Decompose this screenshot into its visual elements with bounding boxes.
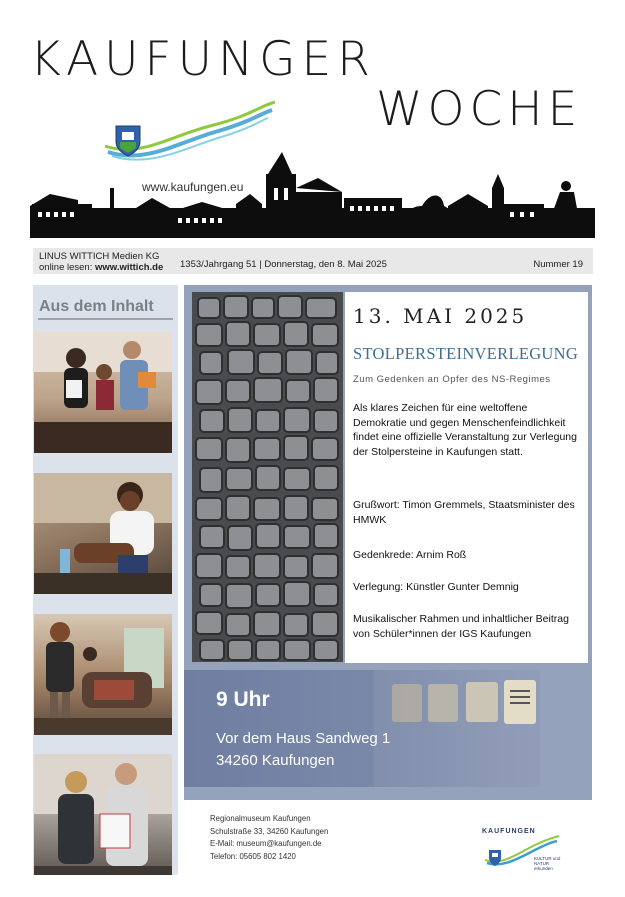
- event-subheadline: Zum Gedenken an Opfer des NS-Regimes: [353, 374, 551, 385]
- sidebar-photo-family[interactable]: [34, 332, 172, 453]
- stolpersteine-photo: [374, 670, 540, 787]
- event-grusswort: Grußwort: Timon Gremmels, Staatsminister des HMWK: [353, 499, 575, 526]
- contact-block: [210, 813, 328, 863]
- event-time: 9 Uhr: [216, 688, 270, 711]
- website-url: www.kaufungen.eu: [142, 180, 244, 194]
- event-gedenkrede: Gedenkrede: Arnim Roß: [353, 549, 467, 561]
- contact-email[interactable]: E-Mail: museum@kaufungen.de: [210, 839, 322, 848]
- contents-sidebar: [33, 285, 178, 875]
- masthead-title-line2: WOCHE: [376, 82, 583, 137]
- event-location: [216, 728, 390, 772]
- award-photo-illustration: [34, 754, 172, 875]
- event-poster: [184, 285, 592, 876]
- contact-street: Schulstraße 33, 34260 Kaufungen: [210, 826, 329, 836]
- event-intro-text: Als klares Zeichen für eine weltoffene Demokratie und gegen Menschenfeindlichkeit findet eine offizielle Veranstaltung zur Verlegung der Stolpersteine in Kaufungen statt.: [353, 402, 577, 458]
- cobblestone-photo: [192, 292, 343, 662]
- event-music-text: Musikalischer Rahmen und inhaltlicher Beitrag von Schüler*innen der IGS Kaufungen: [353, 613, 569, 640]
- event-date: 13. MAI 2025: [353, 304, 528, 328]
- event-headline: STOLPERSTEINVERLEGUNG: [353, 344, 579, 363]
- event-location-street: Vor dem Haus Sandweg 1: [216, 730, 391, 747]
- kaufungen-logo-name: KAUFUNGEN: [482, 828, 536, 835]
- online-url[interactable]: www.wittich.de: [95, 262, 164, 273]
- town-skyline-illustration: [30, 148, 595, 244]
- sidebar-photo-award[interactable]: [34, 754, 172, 875]
- child-photo-illustration: [34, 473, 172, 594]
- issue-details: 1353/Jahrgang 51 | Donnerstag, den 8. Mai 2025: [180, 259, 387, 270]
- event-info-box: [345, 292, 588, 663]
- masthead-title-line1: KAUFUNGER: [30, 32, 376, 87]
- event-location-city: 34260 Kaufungen: [216, 752, 335, 769]
- contact-footer: [184, 800, 592, 876]
- publisher-name: LINUS WITTICH Medien KG: [39, 251, 160, 262]
- sidebar-divider: [38, 318, 173, 320]
- contact-org: Regionalmuseum Kaufungen: [210, 814, 311, 823]
- sidebar-photo-reading[interactable]: [34, 614, 172, 735]
- issue-info-bar: [33, 248, 593, 274]
- online-label: online lesen:: [39, 262, 93, 273]
- kaufungen-logo-tagline: KULTUR und NATUR erkunden: [534, 856, 561, 871]
- sidebar-title: Aus dem Inhalt: [39, 298, 154, 315]
- reading-photo-illustration: [34, 614, 172, 735]
- sidebar-photo-child[interactable]: [34, 473, 172, 594]
- publisher-block: [39, 251, 163, 273]
- event-time-location-band: [184, 670, 540, 787]
- family-photo-illustration: [34, 332, 172, 453]
- issue-number: Nummer 19: [533, 259, 583, 270]
- event-verlegung: Verlegung: Künstler Gunter Demnig: [353, 581, 519, 593]
- contact-phone: Telefon: 05605 802 1420: [210, 851, 296, 861]
